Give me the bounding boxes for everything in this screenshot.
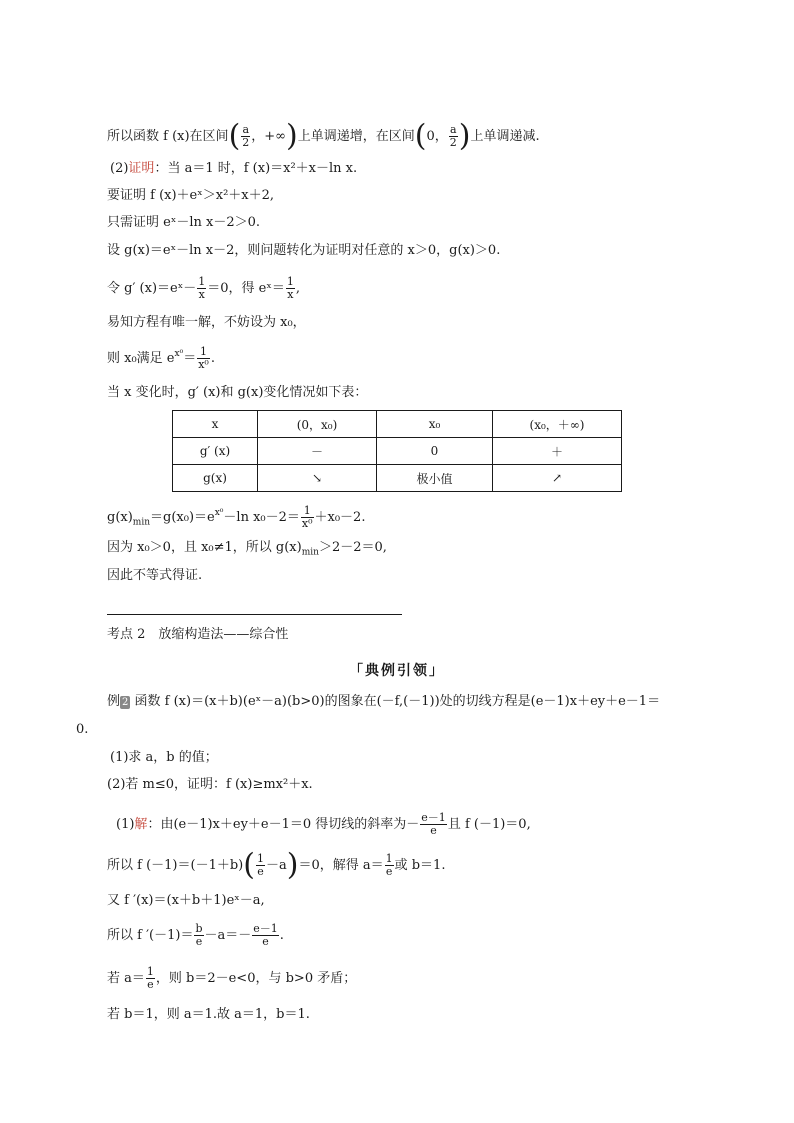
text-line: (1)解：由(e－1)x＋ey＋e－1＝0 得切线的斜率为－ $\frac{e-1}{e}$ 且 f (－1)＝0, [116,811,531,837]
fraction: $\frac{1}{e}$ [256,852,264,878]
table-cell: 0 [377,438,493,465]
text-line: 例 2 函数 f (x)＝(x＋b)(eˣ－a)(b>0)的图象在(－f,(－1))处的切线方程是(e－1)x＋ey＋e－1＝ [107,694,661,709]
example-heading: 「典例引领」 [349,663,445,679]
text-line: (1)求 a，b 的值； [110,750,218,765]
text-line: 若 b＝1，则 a＝1.故 a＝1，b＝1. [107,1007,310,1022]
example-number-badge: 2 [122,697,129,708]
text-line: 令 g′ (x)＝eˣ－ $\frac{1}{x}$ ＝0，得 eˣ＝ $\frac{1}{x}$ , [107,275,300,301]
fraction: $\frac{a}{2}$ [242,123,250,149]
solution-label: 解 [134,817,148,832]
text-line: 所以函数 f (x)在区间( $\frac{a}{2}$ ，+∞)上单调递增，在区间(0， $\frac{a}{2}$ )上单调递减. [107,118,540,154]
text-line: 则 x₀满足 $e^{x^0}=$ $\frac{1}{\text{x⁰}}$ . [107,345,215,371]
text-line: 易知方程有唯一解，不妨设为 x₀， [107,315,306,330]
fraction: $\frac{1}{\text{x⁰}}$ [301,504,313,530]
table-row [173,438,622,465]
fraction: $\frac{e-1}{e}$ [421,811,446,837]
fraction: $\frac{1}{e}$ [385,852,393,878]
proof-label: 证明 [128,161,155,176]
text-line: 又 f ′(x)＝(x＋b＋1)eˣ－a, [107,893,265,908]
text-line: 所以 f (－1)＝(－1＋b)( $\frac{1}{e}$ －a)＝0，解得 a＝ $\frac{1}{e}$ 或 b＝1. [107,847,446,883]
table-row [173,411,622,438]
text: 上单调递减. [470,129,540,144]
text: ，+∞ [251,129,287,144]
fraction: $\frac{1}{e}$ [146,965,154,991]
table-row [173,465,622,492]
text-line: (2)证明：当 a＝1 时，f (x)＝x²＋x－ln x. [110,161,358,176]
text-line: 只需证明 eˣ－ln x－2＞0. [107,215,261,230]
text-line: $g(x)_{min}=g(x_0)=e^{x^0}-\ln$ x₀－2＝ $\frac{1}{\text{x⁰}}$ ＋x₀－2. [107,504,366,530]
text-line: 所以 f ′(－1)＝ $\frac{b}{e}$ －a＝－ $\frac{e-1}{e}$ . [107,922,284,948]
table-cell: (0，x₀) [258,411,377,438]
text-line: 0. [76,722,89,737]
variation-table [172,410,622,492]
text-line: 当 x 变化时，g′ (x)和 g(x)变化情况如下表： [107,385,368,400]
fraction: $\frac{1}{\text{x⁰}}$ [198,345,209,371]
table-cell: ＋ [493,438,622,465]
table-cell: (x₀，＋∞) [493,411,622,438]
section-heading: 考点 2 放缩构造法——综合性 [107,627,289,642]
table-cell: g′ (x) [173,438,258,465]
fraction: $\frac{b}{e}$ [195,922,203,948]
table-cell: x [173,411,258,438]
fraction: $\frac{1}{x}$ [286,275,294,301]
text-line: 设 g(x)＝eˣ－ln x－2，则问题转化为证明对任意的 x＞0，g(x)＞0. [107,243,501,258]
text-line: 因此不等式得证. [107,568,203,583]
fraction: $\frac{1}{x}$ [198,275,206,301]
text: 0， [426,129,448,144]
text-line: 因为 x₀＞0，且 x₀≠1，所以 $g(x)_{min}>2-2=0$, [107,540,387,558]
table-cell: x₀ [377,411,493,438]
text-line: (2)若 m≤0，证明：f (x)≥mx²＋x. [107,777,313,792]
table-cell: － [258,438,377,465]
text: 所以函数 f (x)在区间 [107,129,229,144]
text-line: 若 a＝ $\frac{1}{e}$ ，则 b＝2－e<0，与 b>0 矛盾； [107,965,357,991]
fraction: $\frac{e-1}{e}$ [253,922,278,948]
table-cell: g(x) [173,465,258,492]
text: 上单调递增，在区间 [297,129,415,144]
table-cell: ↗ [493,465,622,492]
table-cell: ↘ [258,465,377,492]
table-cell: 极小值 [377,465,493,492]
section-divider [107,614,402,615]
text-line: 要证明 f (x)＋eˣ＞x²＋x＋2, [107,188,275,203]
fraction: $\frac{a}{2}$ [449,123,457,149]
